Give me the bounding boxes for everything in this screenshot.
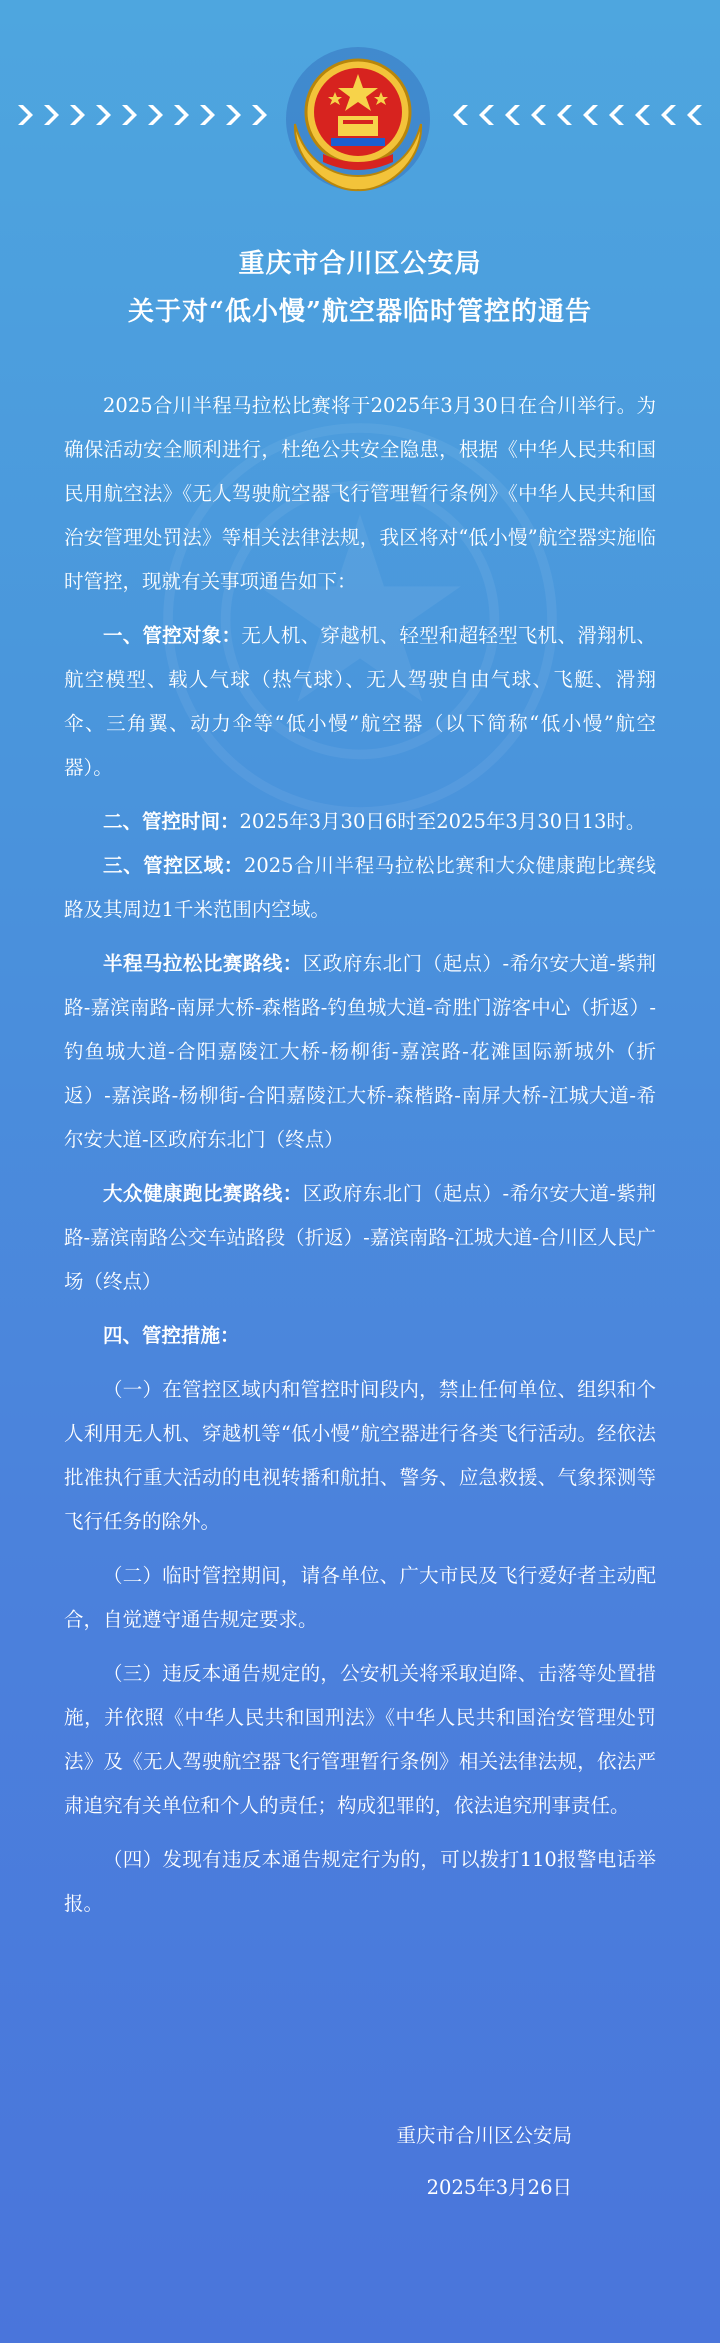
measure-item: （二）临时管控期间，请各单位、广大市民及飞行爱好者主动配合，自觉遵守通告规定要求。 — [64, 1564, 656, 1631]
chevron-right-icon — [248, 103, 270, 127]
chevron-right-icon — [170, 103, 192, 127]
chevron-left-icon — [632, 103, 654, 127]
measure-item: （四）发现有违反本通告规定行为的，可以拨打110报警电话举报。 — [64, 1848, 656, 1915]
measure-item: （三）违反本通告规定的，公安机关将采取迫降、击落等处置措施，并依照《中华人民共和国刑法》《中华人民共和国治安管理处罚法》及《无人驾驶航空器飞行管理暂行条例》相关法律法规，依法严肃追究有关单位和个人的责任；构成犯罪的，依法追究刑事责任。 — [64, 1662, 656, 1817]
signature-organization: 重庆市合川区公安局 — [396, 2124, 572, 2147]
measure-item: （一）在管控区域内和管控时间段内，禁止任何单位、组织和个人利用无人机、穿越机等“低小慢”航空器进行各类飞行活动。经依法批准执行重大活动的电视转播和航拍、警务、应急救援、气象探测等飞行任务的除外。 — [64, 1378, 656, 1533]
route-text: 区政府东北门（起点）-希尔安大道-紫荆路-嘉滨南路公交车站路段（折返）-嘉滨南路-江城大道-合川区人民广场（终点） — [64, 1182, 656, 1293]
chevron-right-icon — [40, 103, 62, 127]
chevron-left-icon — [658, 103, 680, 127]
title-line-subject: 关于对“低小慢”航空器临时管控的通告 — [128, 297, 592, 327]
section-control-area — [64, 844, 656, 932]
section-control-measures — [64, 1314, 656, 1358]
chevron-left-icon — [684, 103, 706, 127]
header-decoration-right — [450, 103, 706, 127]
chevron-left-icon — [450, 103, 472, 127]
intro-paragraph: 2025合川半程马拉松比赛将于2025年3月30日在合川举行。为确保活动安全顺利进行，杜绝公共安全隐患，根据《中华人民共和国民用航空法》《无人驾驶航空器飞行管理暂行条例》《中华人民共和国治安管理处罚法》等相关法律法规，我区将对“低小慢”航空器实施临时管控，现就有关事项通告如下： — [64, 394, 656, 593]
health-run-route — [64, 1172, 656, 1304]
route-heading: 半程马拉松比赛路线： — [103, 952, 303, 975]
chevron-left-icon — [528, 103, 550, 127]
section-heading: 四、管控措施： — [103, 1324, 240, 1347]
chevron-left-icon — [554, 103, 576, 127]
signature-block — [396, 2110, 572, 2214]
section-heading: 二、管控时间： — [103, 810, 240, 833]
notice-body — [64, 384, 656, 1926]
chevron-right-icon — [196, 103, 218, 127]
section-text: 无人机、穿越机、轻型和超轻型飞机、滑翔机、航空模型、载人气球（热气球）、无人驾驶自由气球、飞艇、滑翔伞、三角翼、动力伞等“低小慢”航空器（以下简称“低小慢”航空器）。 — [64, 624, 656, 779]
chevron-left-icon — [476, 103, 498, 127]
section-heading: 三、管控区域： — [103, 854, 244, 877]
section-text: 2025合川半程马拉松比赛和大众健康跑比赛线路及其周边1千米范围内空域。 — [64, 854, 656, 921]
police-emblem-icon — [283, 44, 433, 194]
chevron-right-icon — [118, 103, 140, 127]
header-decoration-left — [14, 103, 270, 127]
half-marathon-route — [64, 942, 656, 1162]
title-line-organization: 重庆市合川区公安局 — [238, 249, 482, 279]
chevron-right-icon — [14, 103, 36, 127]
chevron-left-icon — [580, 103, 602, 127]
chevron-right-icon — [222, 103, 244, 127]
section-heading: 一、管控对象： — [103, 624, 242, 647]
notice-title — [0, 240, 720, 336]
signature-date: 2025年3月26日 — [426, 2176, 572, 2199]
chevron-right-icon — [92, 103, 114, 127]
chevron-right-icon — [66, 103, 88, 127]
route-text: 区政府东北门（起点）-希尔安大道-紫荆路-嘉滨南路-南屏大桥-森楷路-钓鱼城大道-奇胜门游客中心（折返）-钓鱼城大道-合阳嘉陵江大桥-杨柳街-嘉滨路-花滩国际新城外（折返）-嘉滨路-杨柳街-合阳嘉陵江大桥-森楷路-南屏大桥-江城大道-希尔安大道-区政府东北门（终点） — [64, 952, 656, 1151]
chevron-left-icon — [606, 103, 628, 127]
chevron-left-icon — [502, 103, 524, 127]
section-text: 2025年3月30日6时至2025年3月30日13时。 — [239, 810, 646, 833]
route-heading: 大众健康跑比赛路线： — [103, 1182, 303, 1205]
chevron-right-icon — [144, 103, 166, 127]
section-control-targets — [64, 614, 656, 790]
section-control-time — [64, 800, 656, 844]
